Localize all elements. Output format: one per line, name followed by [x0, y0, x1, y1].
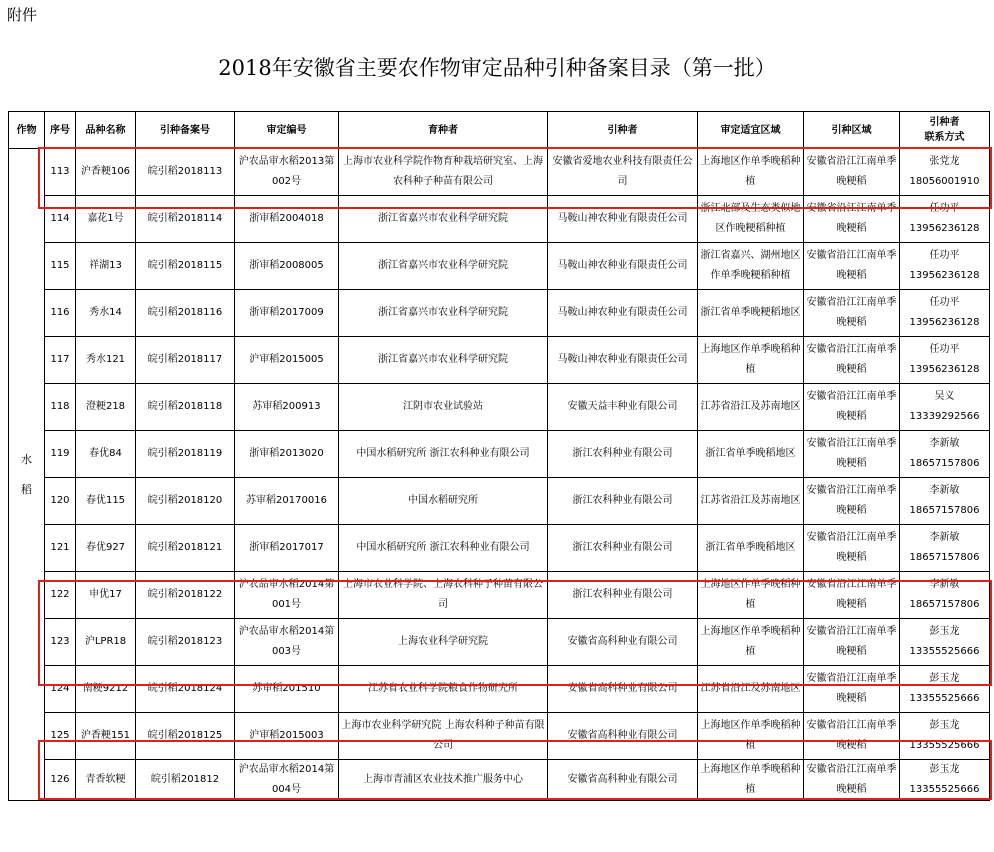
intro-region-cell: 安徽省沿江江南单季晚粳稻: [804, 337, 900, 384]
breeder-cell: 上海市农业科学研究院 上海农科种子种苗有限公司: [339, 713, 548, 760]
contact-name: 彭玉龙: [929, 720, 960, 731]
highlight-box-row-125: [38, 740, 992, 800]
contact-name: 任功平: [929, 344, 960, 355]
name-cell: 祥湖13: [76, 243, 136, 290]
approval-no-cell: 浙审稻2004018: [235, 196, 339, 243]
table-row: [9, 431, 990, 478]
contact-cell: [900, 478, 990, 525]
table-row: [9, 243, 990, 290]
attachment-label: 附件: [7, 6, 38, 24]
table-body: [9, 149, 990, 801]
record-no-cell: 皖引稻2018122: [136, 572, 235, 619]
seq-cell: 119: [45, 431, 76, 478]
approved-region-cell: 江苏省沿江及苏南地区: [698, 478, 804, 525]
introducer-cell: 浙江农科种业有限公司: [548, 478, 698, 525]
name-cell: 春优115: [76, 478, 136, 525]
approval-no-cell: 沪农品审水稻2014第003号: [235, 619, 339, 666]
header-intro-region: 引种区域: [804, 112, 900, 149]
approved-region-cell: 上海地区作单季晚稻种植: [698, 713, 804, 760]
introducer-cell: 马鞍山神农种业有限责任公司: [548, 243, 698, 290]
record-no-cell: 皖引稻2018124: [136, 666, 235, 713]
contact-phone: 13355525666: [909, 693, 980, 704]
contact-cell: [900, 290, 990, 337]
table-row: [9, 290, 990, 337]
approved-region-cell: 上海地区作单季晚稻种植: [698, 572, 804, 619]
contact-phone: 18657157806: [909, 505, 980, 516]
introducer-cell: 浙江农科种业有限公司: [548, 525, 698, 572]
seq-cell: 122: [45, 572, 76, 619]
contact-phone: 13355525666: [909, 784, 980, 795]
approval-no-cell: 苏审稻201510: [235, 666, 339, 713]
approved-region-cell: 浙江省单季晚稻地区: [698, 431, 804, 478]
contact-cell: [900, 337, 990, 384]
approval-no-cell: 浙审稻2008005: [235, 243, 339, 290]
seq-cell: 116: [45, 290, 76, 337]
approval-no-cell: 沪审稻2015003: [235, 713, 339, 760]
breeder-cell: 浙江省嘉兴市农业科学研究院: [339, 290, 548, 337]
breeder-cell: 中国水稻研究所 浙江农科种业有限公司: [339, 431, 548, 478]
contact-name: 李新敏: [929, 532, 960, 543]
breeder-cell: 上海市农业科学院、上海农科种子种苗有限公司: [339, 572, 548, 619]
table-row: [9, 525, 990, 572]
contact-phone: 13956236128: [909, 364, 980, 375]
contact-cell: [900, 525, 990, 572]
approved-region-cell: 浙江省单季晚粳稻地区: [698, 290, 804, 337]
introducer-cell: 安徽省高科种业有限公司: [548, 713, 698, 760]
approval-no-cell: 沪农品审水稻2014第001号: [235, 572, 339, 619]
record-no-cell: 皖引稻2018121: [136, 525, 235, 572]
record-no-cell: 皖引稻2018118: [136, 384, 235, 431]
contact-name: 吴义: [934, 391, 955, 402]
introducer-cell: 马鞍山神农种业有限责任公司: [548, 196, 698, 243]
page-title: 2018年安徽省主要农作物审定品种引种备案目录（第一批）: [218, 56, 776, 80]
crop-char-2: 稻: [21, 482, 32, 496]
intro-region-cell: 安徽省沿江江南单季晚粳稻: [804, 666, 900, 713]
intro-region-cell: 安徽省沿江江南单季晚粳稻: [804, 196, 900, 243]
crop-cell: [9, 149, 45, 801]
intro-region-cell: 安徽省沿江江南单季晚粳稻: [804, 431, 900, 478]
approval-no-cell: 沪农品审水稻2013第002号: [235, 149, 339, 196]
seq-cell: 123: [45, 619, 76, 666]
contact-phone: 13956236128: [909, 270, 980, 281]
approved-region-cell: 浙江省单季晚稻地区: [698, 525, 804, 572]
contact-name: 彭玉龙: [929, 626, 960, 637]
breeder-cell: 浙江省嘉兴市农业科学研究院: [339, 243, 548, 290]
header-contact: [900, 112, 990, 149]
approval-no-cell: 浙审稻2013020: [235, 431, 339, 478]
name-cell: 嘉花1号: [76, 196, 136, 243]
header-contact-line1: 引种者: [929, 117, 960, 128]
introducer-cell: 马鞍山神农种业有限责任公司: [548, 337, 698, 384]
highlight-box-row-113: [38, 147, 992, 209]
introducer-cell: 安徽省高科种业有限公司: [548, 760, 698, 801]
name-cell: 申优17: [76, 572, 136, 619]
seq-cell: 115: [45, 243, 76, 290]
name-cell: 秀水14: [76, 290, 136, 337]
crop-char-1: 水: [21, 452, 32, 466]
contact-name: 彭玉龙: [929, 764, 960, 775]
name-cell: 南粳9212: [76, 666, 136, 713]
approval-no-cell: 沪审稻2015005: [235, 337, 339, 384]
approved-region-cell: 江苏省沿江及苏南地区: [698, 666, 804, 713]
name-cell: 青香软粳: [76, 760, 136, 801]
name-cell: 春优927: [76, 525, 136, 572]
approved-region-cell: 上海地区作单季晚稻种植: [698, 619, 804, 666]
approved-region-cell: 浙江省嘉兴、湖州地区作单季晚粳稻种植: [698, 243, 804, 290]
table-row: [9, 384, 990, 431]
contact-name: 任功平: [929, 297, 960, 308]
seq-cell: 117: [45, 337, 76, 384]
approval-no-cell: 浙审稻2017009: [235, 290, 339, 337]
intro-region-cell: 安徽省沿江江南单季晚粳稻: [804, 478, 900, 525]
seq-cell: 121: [45, 525, 76, 572]
contact-name: 李新敏: [929, 579, 960, 590]
approved-region-cell: 浙江北部及生态类似地区作晚粳稻种植: [698, 196, 804, 243]
header-breeder: 育种者: [339, 112, 548, 149]
name-cell: 沪香粳106: [76, 149, 136, 196]
header-crop: 作物: [9, 112, 45, 149]
name-cell: 澄粳218: [76, 384, 136, 431]
contact-phone: 18657157806: [909, 552, 980, 563]
record-no-cell: 皖引稻2018115: [136, 243, 235, 290]
record-no-cell: 皖引稻2018123: [136, 619, 235, 666]
record-no-cell: 皖引稻2018125: [136, 713, 235, 760]
introducer-cell: 安徽天益丰种业有限公司: [548, 384, 698, 431]
record-no-cell: 皖引稻201812: [136, 760, 235, 801]
approved-region-cell: 上海地区作单季晚稻种植: [698, 149, 804, 196]
contact-phone: 13355525666: [909, 740, 980, 751]
header-seq: 序号: [45, 112, 76, 149]
breeder-cell: 江阴市农业试验站: [339, 384, 548, 431]
seq-cell: 120: [45, 478, 76, 525]
record-no-cell: 皖引稻2018117: [136, 337, 235, 384]
contact-name: 李新敏: [929, 438, 960, 449]
contact-name: 李新敏: [929, 485, 960, 496]
variety-table: [8, 111, 990, 801]
intro-region-cell: 安徽省沿江江南单季晚粳稻: [804, 243, 900, 290]
introducer-cell: 马鞍山神农种业有限责任公司: [548, 290, 698, 337]
intro-region-cell: 安徽省沿江江南单季晚粳稻: [804, 713, 900, 760]
header-approval-no: 审定编号: [235, 112, 339, 149]
approved-region-cell: 上海地区作单季晚稻种植: [698, 760, 804, 801]
approved-region-cell: 上海地区作单季晚稻种植: [698, 337, 804, 384]
seq-cell: 118: [45, 384, 76, 431]
intro-region-cell: 安徽省沿江江南单季晚粳稻: [804, 760, 900, 801]
contact-name: 任功平: [929, 250, 960, 261]
intro-region-cell: 安徽省沿江江南单季晚粳稻: [804, 572, 900, 619]
breeder-cell: 中国水稻研究所: [339, 478, 548, 525]
introducer-cell: 安徽省爱地农业科技有限责任公司: [548, 149, 698, 196]
intro-region-cell: 安徽省沿江江南单季晚粳稻: [804, 525, 900, 572]
contact-phone: 18657157806: [909, 599, 980, 610]
contact-cell: [900, 384, 990, 431]
breeder-cell: 中国水稻研究所 浙江农科种业有限公司: [339, 525, 548, 572]
introducer-cell: 浙江农科种业有限公司: [548, 431, 698, 478]
breeder-cell: 上海市青浦区农业技术推广服务中心: [339, 760, 548, 801]
contact-phone: 13339292566: [909, 411, 980, 422]
name-cell: 春优84: [76, 431, 136, 478]
intro-region-cell: 安徽省沿江江南单季晚粳稻: [804, 619, 900, 666]
approval-no-cell: 浙审稻2017017: [235, 525, 339, 572]
breeder-cell: 浙江省嘉兴市农业科学研究院: [339, 196, 548, 243]
contact-phone: 18657157806: [909, 458, 980, 469]
intro-region-cell: 安徽省沿江江南单季晚粳稻: [804, 290, 900, 337]
table-header-row: [9, 112, 990, 149]
header-introducer: 引种者: [548, 112, 698, 149]
contact-cell: [900, 431, 990, 478]
seq-cell: 113: [45, 149, 76, 196]
record-no-cell: 皖引稻2018113: [136, 149, 235, 196]
seq-cell: 126: [45, 760, 76, 801]
approval-no-cell: 苏审稻200913: [235, 384, 339, 431]
breeder-cell: 江苏省农业科学院粮食作物研究所: [339, 666, 548, 713]
name-cell: 秀水121: [76, 337, 136, 384]
name-cell: 沪香粳151: [76, 713, 136, 760]
table-row: [9, 337, 990, 384]
header-record-no: 引种备案号: [136, 112, 235, 149]
record-no-cell: 皖引稻2018119: [136, 431, 235, 478]
intro-region-cell: 安徽省沿江江南单季晚粳稻: [804, 149, 900, 196]
approved-region-cell: 江苏省沿江及苏南地区: [698, 384, 804, 431]
seq-cell: 114: [45, 196, 76, 243]
header-contact-line2: 联系方式: [924, 132, 965, 143]
header-name: 品种名称: [76, 112, 136, 149]
contact-phone: 13956236128: [909, 223, 980, 234]
intro-region-cell: 安徽省沿江江南单季晚粳稻: [804, 384, 900, 431]
contact-phone: 13355525666: [909, 646, 980, 657]
approval-no-cell: 沪农品审水稻2014第004号: [235, 760, 339, 801]
contact-name: 张党龙: [929, 156, 960, 167]
introducer-cell: 浙江农科种业有限公司: [548, 572, 698, 619]
contact-name: 彭玉龙: [929, 673, 960, 684]
table-row: [9, 478, 990, 525]
contact-cell: [900, 243, 990, 290]
record-no-cell: 皖引稻2018116: [136, 290, 235, 337]
seq-cell: 124: [45, 666, 76, 713]
name-cell: 沪LPR18: [76, 619, 136, 666]
contact-phone: 18056001910: [909, 176, 980, 187]
breeder-cell: 浙江省嘉兴市农业科学研究院: [339, 337, 548, 384]
breeder-cell: 上海农业科学研究院: [339, 619, 548, 666]
header-approved-region: 审定适宜区域: [698, 112, 804, 149]
contact-name: 任功平: [929, 203, 960, 214]
breeder-cell: 上海市农业科学院作物育种栽培研究室、上海农科种子种苗有限公司: [339, 149, 548, 196]
contact-phone: 13956236128: [909, 317, 980, 328]
highlight-box-rows-122-123: [38, 580, 992, 686]
approval-no-cell: 苏审稻20170016: [235, 478, 339, 525]
record-no-cell: 皖引稻2018114: [136, 196, 235, 243]
introducer-cell: 安徽省高科种业有限公司: [548, 666, 698, 713]
record-no-cell: 皖引稻2018120: [136, 478, 235, 525]
introducer-cell: 安徽省高科种业有限公司: [548, 619, 698, 666]
seq-cell: 125: [45, 713, 76, 760]
